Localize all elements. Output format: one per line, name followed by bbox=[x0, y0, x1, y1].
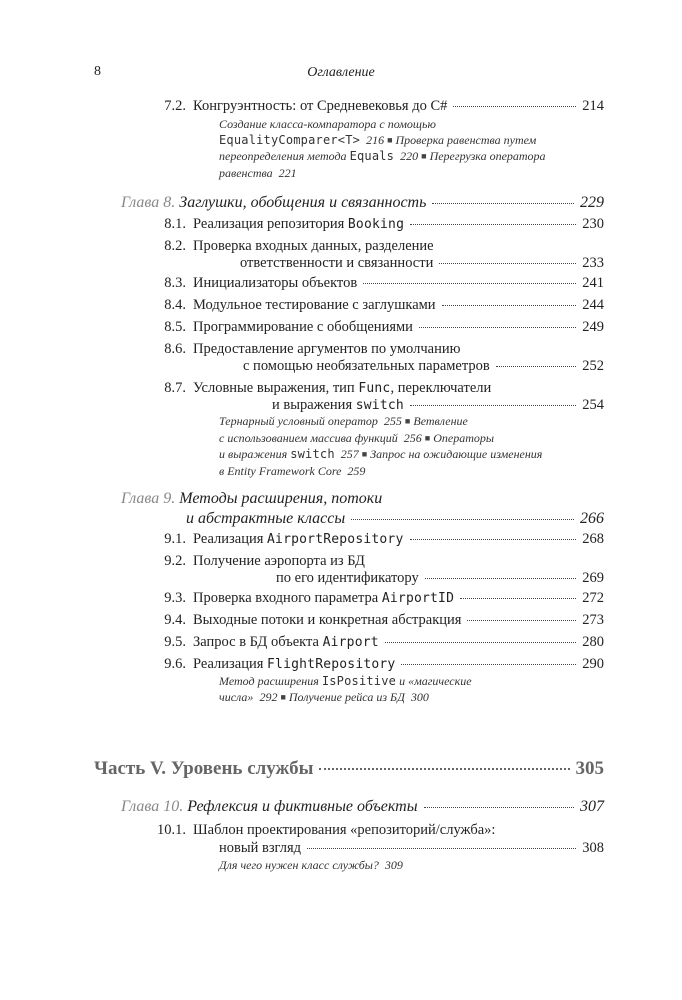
subsection-page: 259 bbox=[347, 463, 366, 478]
subsection-page: 256 bbox=[403, 430, 422, 445]
toc-entry-8-2-line1[interactable] bbox=[150, 238, 604, 255]
toc-chapter-9-line1[interactable] bbox=[121, 490, 604, 507]
dot-leader bbox=[319, 768, 569, 770]
section-title: Выходные потоки и конкретная абстракция bbox=[193, 612, 462, 628]
part-title: Часть V. Уровень службы bbox=[94, 758, 314, 779]
toc-entry-8-6-line2[interactable] bbox=[243, 358, 604, 375]
bullet-icon: ■ bbox=[404, 416, 411, 426]
section-number: 9.1. bbox=[164, 531, 186, 547]
toc-chapter-9-line2[interactable] bbox=[186, 510, 604, 527]
subsection-code: Equals bbox=[349, 149, 395, 164]
chapter-label: Глава 9. bbox=[121, 490, 176, 507]
section-code: Booking bbox=[347, 217, 405, 232]
section-code: AirportRepository bbox=[267, 532, 404, 547]
section-title: Шаблон проектирования «репозиторий/служба»: bbox=[193, 822, 496, 838]
dot-leader bbox=[307, 848, 576, 849]
section-title-cont: с помощью необязательных параметров bbox=[243, 358, 490, 374]
section-title: Получение аэропорта из БД bbox=[193, 553, 365, 569]
section-code: Airport bbox=[322, 635, 379, 650]
subsection-text: Ветвление bbox=[413, 414, 468, 428]
section-number: 8.1. bbox=[164, 216, 186, 232]
subsection-page: 309 bbox=[384, 858, 403, 872]
subsection-text: числа» bbox=[219, 689, 254, 704]
subsection-list-8-7 bbox=[219, 414, 609, 479]
dot-leader bbox=[363, 283, 576, 284]
subsection-text: Тернарный условный оператор bbox=[219, 414, 378, 428]
dot-leader bbox=[432, 203, 574, 204]
subsection-text: Получение рейса из БД bbox=[288, 689, 405, 704]
page-ref: 241 bbox=[582, 275, 604, 291]
toc-entry-7-2[interactable] bbox=[150, 98, 604, 115]
dot-leader bbox=[351, 519, 574, 520]
section-title: Условные выражения, тип Func, переключатели bbox=[193, 380, 492, 396]
toc-chapter-8[interactable] bbox=[121, 194, 604, 211]
bullet-icon: ■ bbox=[424, 432, 431, 443]
dot-leader bbox=[496, 366, 577, 367]
bullet-icon: ■ bbox=[361, 449, 368, 460]
page-ref: 214 bbox=[582, 98, 604, 114]
subsection-list-9-6 bbox=[219, 674, 609, 706]
page-ref: 272 bbox=[582, 590, 604, 606]
page-ref: 268 bbox=[582, 531, 604, 547]
section-code: Func bbox=[358, 381, 391, 396]
section-code: switch bbox=[355, 398, 404, 413]
section-number: 9.6. bbox=[164, 656, 186, 672]
chapter-title: Заглушки, обобщения и связанность bbox=[179, 194, 427, 211]
toc-entry-8-7-line1[interactable] bbox=[150, 380, 604, 397]
chapter-label: Глава 8. bbox=[121, 194, 176, 211]
dot-leader bbox=[424, 807, 574, 808]
bullet-icon: ■ bbox=[421, 151, 427, 162]
section-number: 8.3. bbox=[164, 275, 186, 291]
toc-entry-9-5[interactable] bbox=[150, 634, 604, 651]
dot-leader bbox=[442, 305, 577, 306]
page-ref: 254 bbox=[582, 397, 604, 413]
toc-entry-10-1-line1[interactable] bbox=[150, 822, 604, 839]
page-ref: 273 bbox=[582, 612, 604, 628]
section-number: 8.6. bbox=[164, 341, 186, 357]
dot-leader bbox=[419, 327, 576, 328]
page-ref: 252 bbox=[582, 358, 604, 374]
subsection-text: Запрос на ожидающие изменения bbox=[370, 447, 543, 462]
toc-part-5[interactable] bbox=[94, 760, 604, 777]
section-title: Проверка входного параметра AirportID bbox=[193, 590, 455, 606]
subsection-page: 255 bbox=[383, 414, 402, 428]
subsection-text: и выражения bbox=[219, 447, 288, 462]
section-number: 9.4. bbox=[164, 612, 186, 628]
chapter-label: Глава 10. bbox=[121, 798, 184, 815]
subsection-code: switch bbox=[290, 447, 335, 462]
page-ref: 230 bbox=[582, 216, 604, 232]
toc-entry-8-5[interactable] bbox=[150, 319, 604, 336]
dot-leader bbox=[410, 405, 576, 406]
section-title: Проверка входных данных, разделение bbox=[193, 238, 434, 254]
toc-chapter-10[interactable] bbox=[121, 798, 604, 815]
toc-entry-9-1[interactable] bbox=[150, 531, 604, 548]
subsection-page: 257 bbox=[340, 447, 359, 462]
section-title: Предоставление аргументов по умолчанию bbox=[193, 341, 461, 357]
toc-entry-9-2-line2[interactable] bbox=[276, 570, 604, 587]
dot-leader bbox=[460, 598, 576, 599]
dot-leader bbox=[439, 263, 576, 264]
chapter-title-cont: и абстрактные классы bbox=[186, 510, 346, 527]
dot-leader bbox=[385, 642, 576, 643]
page-ref: 266 bbox=[580, 510, 604, 527]
dot-leader bbox=[410, 224, 576, 225]
toc-entry-9-6[interactable] bbox=[150, 656, 604, 673]
subsection-text: равенства bbox=[219, 165, 273, 180]
toc-entry-8-6-line1[interactable] bbox=[150, 341, 604, 358]
section-number: 9.3. bbox=[164, 590, 186, 606]
toc-entry-8-2-line2[interactable] bbox=[240, 255, 604, 272]
subsection-list-7-2 bbox=[219, 117, 609, 181]
section-title: Реализация FlightRepository bbox=[193, 656, 396, 672]
section-number: 8.4. bbox=[164, 297, 186, 313]
toc-entry-8-7-line2[interactable] bbox=[272, 397, 604, 414]
subsection-text: Метод расширения bbox=[219, 674, 319, 688]
section-number: 8.5. bbox=[164, 319, 186, 335]
section-number: 8.7. bbox=[164, 380, 186, 396]
subsection-page: 292 bbox=[259, 689, 278, 704]
section-number: 9.2. bbox=[164, 553, 186, 569]
toc-entry-9-4[interactable] bbox=[150, 612, 604, 629]
page-ref: 269 bbox=[582, 570, 604, 586]
subsection-code: IsPositive bbox=[321, 674, 397, 688]
page-ref: 229 bbox=[580, 194, 604, 211]
subsection-text: с использованием массива функций bbox=[219, 430, 398, 445]
page-number: 8 bbox=[94, 64, 101, 79]
toc-entry-9-2-line1[interactable] bbox=[150, 553, 604, 570]
dot-leader bbox=[453, 106, 576, 107]
section-code: FlightRepository bbox=[267, 657, 396, 672]
subsection-page: 221 bbox=[278, 165, 297, 180]
subsection-text: Проверка равенства путем bbox=[395, 132, 537, 147]
section-number: 10.1. bbox=[157, 822, 186, 838]
section-title: Запрос в БД объекта Airport bbox=[193, 634, 379, 650]
subsection-page: 220 bbox=[400, 149, 419, 164]
section-number: 8.2. bbox=[164, 238, 186, 254]
subsection-text: Перегрузка оператора bbox=[429, 149, 546, 164]
page-ref: 233 bbox=[582, 255, 604, 271]
bullet-icon: ■ bbox=[387, 134, 393, 145]
subsection-page: 300 bbox=[410, 689, 429, 704]
dot-leader bbox=[467, 620, 576, 621]
bullet-icon: ■ bbox=[280, 691, 286, 702]
toc-entry-8-3[interactable] bbox=[150, 275, 604, 292]
subsection-code: EqualityComparer<T> bbox=[219, 132, 361, 147]
toc-entry-8-4[interactable] bbox=[150, 297, 604, 314]
page-ref: 308 bbox=[582, 840, 604, 856]
dot-leader bbox=[425, 578, 577, 579]
subsection-text: Для чего нужен класс службы? bbox=[219, 858, 379, 872]
section-title-cont: по его идентификатору bbox=[276, 570, 419, 586]
page-ref: 290 bbox=[582, 656, 604, 672]
subsection-list-10-1 bbox=[219, 858, 609, 874]
section-title: Модульное тестирование с заглушками bbox=[193, 297, 436, 313]
page-ref: 305 bbox=[575, 758, 604, 779]
section-code: AirportID bbox=[381, 591, 455, 606]
page-ref: 307 bbox=[580, 798, 604, 815]
section-number: 7.2. bbox=[164, 98, 186, 114]
page-ref: 244 bbox=[582, 297, 604, 313]
subsection-text: Операторы bbox=[433, 430, 495, 445]
section-title: Реализация репозитория Booking bbox=[193, 216, 405, 232]
subsection-page: 216 bbox=[366, 132, 385, 147]
subsection-text: Создание класса-компаратора с помощью bbox=[219, 117, 436, 131]
subsection-text: переопределения метода bbox=[219, 149, 347, 164]
section-title-cont: новый взгляд bbox=[219, 840, 302, 856]
section-title: Инициализаторы объектов bbox=[193, 275, 358, 291]
toc-entry-10-1-line2[interactable] bbox=[219, 840, 604, 857]
section-title: Конгруэнтность: от Средневековья до C# bbox=[193, 98, 448, 114]
section-title-cont: ответственности и связанности bbox=[240, 255, 434, 271]
section-title: Реализация AirportRepository bbox=[193, 531, 404, 547]
dot-leader bbox=[401, 664, 576, 665]
toc-entry-8-1[interactable] bbox=[150, 216, 604, 233]
toc-entry-9-3[interactable] bbox=[150, 590, 604, 607]
section-title: Программирование с обобщениями bbox=[193, 319, 413, 335]
section-title-cont: и выражения switch bbox=[272, 397, 404, 413]
section-number: 9.5. bbox=[164, 634, 186, 650]
chapter-title: Методы расширения, потоки bbox=[179, 490, 383, 507]
running-header: Оглавление bbox=[307, 65, 375, 80]
subsection-text: в Entity Framework Core bbox=[219, 463, 342, 478]
dot-leader bbox=[410, 539, 577, 540]
page-ref: 280 bbox=[582, 634, 604, 650]
subsection-text: и «магические bbox=[399, 674, 472, 688]
page-ref: 249 bbox=[582, 319, 604, 335]
chapter-title: Рефлексия и фиктивные объекты bbox=[187, 798, 418, 815]
